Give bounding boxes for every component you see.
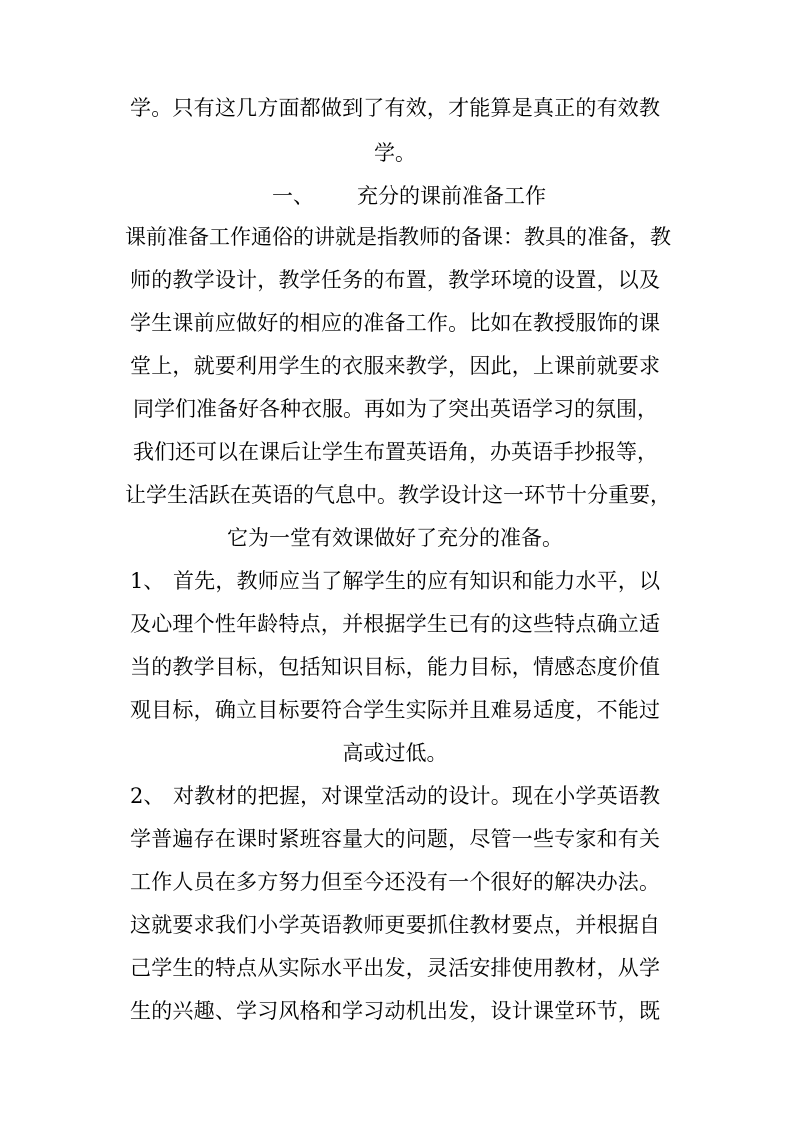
paragraph-line: 学生课前应做好的相应的准备工作。比如在教授服饰的课 bbox=[130, 311, 660, 335]
paragraph-line: 它为一堂有效课做好了充分的准备。 bbox=[227, 526, 563, 550]
point-2-line: 学普遍存在课时紧班容量大的问题，尽管一些专家和有关 bbox=[130, 827, 660, 851]
point-1-number: 1、 bbox=[130, 569, 165, 593]
paragraph-line: 师的教学设计，教学任务的布置，教学环境的设置，以及 bbox=[130, 268, 660, 292]
point-1-line: 首先，教师应当了解学生的应有知识和能力水平，以 bbox=[173, 569, 660, 593]
section-title: 充分的课前准备工作 bbox=[357, 184, 546, 208]
paragraph-line: 让学生活跃在英语的气息中。教学设计这一环节十分重要， bbox=[125, 483, 671, 507]
point-2-line: 对教材的把握，对课堂活动的设计。现在小学英语教 bbox=[173, 784, 660, 808]
paragraph-line: 同学们准备好各种衣服。再如为了突出英语学习的氛围， bbox=[133, 397, 658, 421]
point-1-line: 观目标，确立目标要符合学生实际并且难易适度，不能过 bbox=[130, 698, 660, 722]
point-2-line: 生的兴趣、学习风格和学习动机出发，设计课堂环节，既 bbox=[130, 999, 660, 1023]
section-number: 一、 bbox=[272, 184, 314, 208]
point-2-number: 2、 bbox=[130, 784, 165, 808]
paragraph-line: 课前准备工作通俗的讲就是指教师的备课：教具的准备，教 bbox=[125, 225, 671, 249]
point-1-line: 当的教学目标，包括知识目标，能力目标，情感态度价值 bbox=[130, 655, 660, 679]
point-2-line: 己学生的特点从实际水平出发，灵活安排使用教材，从学 bbox=[130, 956, 660, 980]
paragraph-line: 堂上，就要利用学生的衣服来教学，因此，上课前就要求 bbox=[130, 354, 660, 378]
paragraph-line: 我们还可以在课后让学生布置英语角，办英语手抄报等， bbox=[133, 440, 658, 464]
intro-line-2: 学。 bbox=[374, 141, 416, 165]
point-2-line: 工作人员在多方努力但至今还没有一个很好的解决办法。 bbox=[130, 870, 660, 894]
point-2-line: 这就要求我们小学英语教师更要抓住教材要点，并根据自 bbox=[130, 913, 660, 937]
point-1-line: 及心理个性年龄特点，并根据学生已有的这些特点确立适 bbox=[130, 612, 660, 636]
intro-line-1: 学。只有这几方面都做到了有效，才能算是真正的有效教 bbox=[130, 96, 660, 120]
point-1-line: 高或过低。 bbox=[342, 741, 448, 765]
